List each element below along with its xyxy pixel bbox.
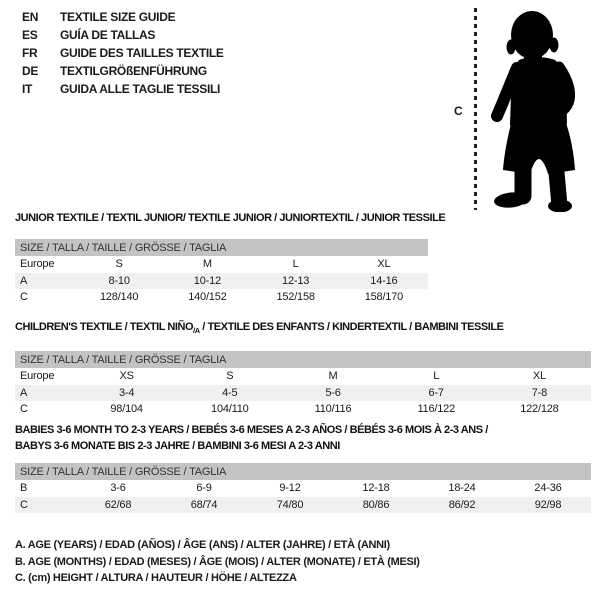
size-cell: S xyxy=(115,258,123,271)
children-title-post: / TEXTILE DES ENFANTS / KINDERTEXTIL / BAMBINI TESSILE xyxy=(199,321,504,333)
row-label: C xyxy=(20,498,28,511)
age-cell: 12-18 xyxy=(362,482,390,495)
age-cell: 18-24 xyxy=(448,482,476,495)
age-cell: 14-16 xyxy=(370,274,398,287)
height-cell: 122/128 xyxy=(520,403,559,416)
row-label: A xyxy=(20,386,28,399)
age-cell: 5-6 xyxy=(325,386,341,399)
table-row xyxy=(15,401,591,418)
age-cell: 8-10 xyxy=(108,274,130,287)
footnote-height: C. (cm) HEIGHT / ALTURA / HAUTEUR / HÖHE / ALTEZZA xyxy=(15,572,297,584)
height-measure-label: C xyxy=(454,104,463,118)
size-cell: XS xyxy=(119,370,134,383)
guide-title-fr: GUIDE DES TAILLES TEXTILE xyxy=(60,46,224,60)
language-row-en xyxy=(22,8,224,26)
size-header-label: SIZE / TALLA / TAILLE / GRÖSSE / TAGLIA xyxy=(20,241,227,254)
language-row-es xyxy=(22,26,224,44)
row-label: B xyxy=(20,482,28,495)
height-cell: 152/158 xyxy=(276,291,315,304)
height-cell: 86/92 xyxy=(448,498,476,511)
language-code: ES xyxy=(22,28,38,42)
size-cell: M xyxy=(202,258,212,271)
junior-section-title: JUNIOR TEXTILE / TEXTIL JUNIOR/ TEXTILE JUNIOR / JUNIORTEXTIL / JUNIOR TESSILE xyxy=(15,212,446,224)
size-header-label: SIZE / TALLA / TAILLE / GRÖSSE / TAGLIA xyxy=(20,353,227,366)
height-cell: 158/170 xyxy=(364,291,404,304)
legend-footnotes xyxy=(15,537,420,587)
language-row-de xyxy=(22,62,224,80)
language-code: DE xyxy=(22,64,39,78)
height-cell: 62/68 xyxy=(104,498,132,511)
guide-title-it: GUIDA ALLE TAGLIE TESSILI xyxy=(60,82,221,96)
height-cell: 80/86 xyxy=(362,498,390,511)
baby-silhouette-icon xyxy=(484,4,596,212)
size-cell: XL xyxy=(377,258,391,271)
language-row-it xyxy=(22,80,224,98)
table-row xyxy=(15,497,591,514)
height-cell: 104/110 xyxy=(211,403,249,416)
table-row xyxy=(15,256,428,273)
age-cell: 6-9 xyxy=(196,482,212,495)
language-code: FR xyxy=(22,46,38,60)
size-header-label: SIZE / TALLA / TAILLE / GRÖSSE / TAGLIA xyxy=(20,465,227,478)
footnote-age-months: B. AGE (MONTHS) / EDAD (MESES) / ÂGE (MOIS) / ALTER (MONATE) / ETÀ (MESI) xyxy=(15,555,420,568)
language-code: IT xyxy=(22,82,33,96)
height-cell: 116/122 xyxy=(417,403,455,416)
junior-size-header-bar xyxy=(15,239,428,256)
babies-title-line2: BABYS 3-6 MONATE BIS 2-3 JAHRE / BAMBINI 3-6 MESI A 2-3 ANNI xyxy=(15,439,340,452)
age-cell: 4-5 xyxy=(222,386,238,399)
size-cell: L xyxy=(433,370,440,383)
age-cell: 9-12 xyxy=(279,482,301,495)
row-label: C xyxy=(20,291,28,304)
height-cell: 140/152 xyxy=(188,291,227,304)
guide-title-de: TEXTILGRÖßENFÜHRUNG xyxy=(60,64,207,78)
size-cell: L xyxy=(292,258,299,271)
size-cell: M xyxy=(328,370,338,383)
age-cell: 6-7 xyxy=(428,386,444,399)
height-cell: 128/140 xyxy=(99,291,139,304)
children-section-title xyxy=(15,321,591,337)
height-dashed-line xyxy=(474,8,477,210)
table-row xyxy=(15,368,591,385)
row-label: A xyxy=(20,274,28,287)
language-code: EN xyxy=(22,10,39,24)
table-row xyxy=(15,480,591,497)
babies-title-line1: BABIES 3-6 MONTH TO 2-3 YEARS / BEBÉS 3-6 MESES A 2-3 AÑOS / BÉBÉS 3-6 MOIS À 2-3 ANS / xyxy=(15,424,488,436)
children-title-subscript: /A xyxy=(193,326,200,336)
size-cell: S xyxy=(226,370,234,383)
height-cell: 98/104 xyxy=(110,403,143,416)
age-cell: 12-13 xyxy=(282,274,310,287)
height-cell: 110/116 xyxy=(314,403,352,416)
age-cell: 24-36 xyxy=(534,482,562,495)
age-cell: 3-6 xyxy=(110,482,126,495)
table-row xyxy=(15,273,428,290)
row-label: Europe xyxy=(20,370,55,383)
height-cell: 74/80 xyxy=(276,498,304,511)
babies-size-header-bar xyxy=(15,463,591,480)
row-label: C xyxy=(20,403,28,416)
table-row xyxy=(15,289,428,306)
children-size-header-bar xyxy=(15,351,591,368)
guide-title-en: TEXTILE SIZE GUIDE xyxy=(60,10,176,24)
table-row xyxy=(15,385,591,402)
row-label: Europe xyxy=(20,258,55,271)
size-cell: XL xyxy=(532,370,546,383)
junior-textile-section xyxy=(15,212,446,306)
language-row-fr xyxy=(22,44,224,62)
height-cell: 68/74 xyxy=(190,498,218,511)
language-title-list xyxy=(22,8,224,98)
height-cell: 92/98 xyxy=(534,498,562,511)
footnote-age-years: A. AGE (YEARS) / EDAD (AÑOS) / ÂGE (ANS) / ALTER (JAHRE) / ETÀ (ANNI) xyxy=(15,539,390,551)
babies-section-title xyxy=(15,423,591,454)
babies-textile-section xyxy=(15,423,591,513)
guide-title-es: GUÍA DE TALLAS xyxy=(60,28,156,42)
children-title-pre: CHILDREN'S TEXTILE / TEXTIL NIÑO xyxy=(15,321,194,333)
age-cell: 3-4 xyxy=(118,386,135,399)
age-cell: 10-12 xyxy=(193,274,221,287)
children-textile-section xyxy=(15,321,591,418)
age-cell: 7-8 xyxy=(531,386,548,399)
